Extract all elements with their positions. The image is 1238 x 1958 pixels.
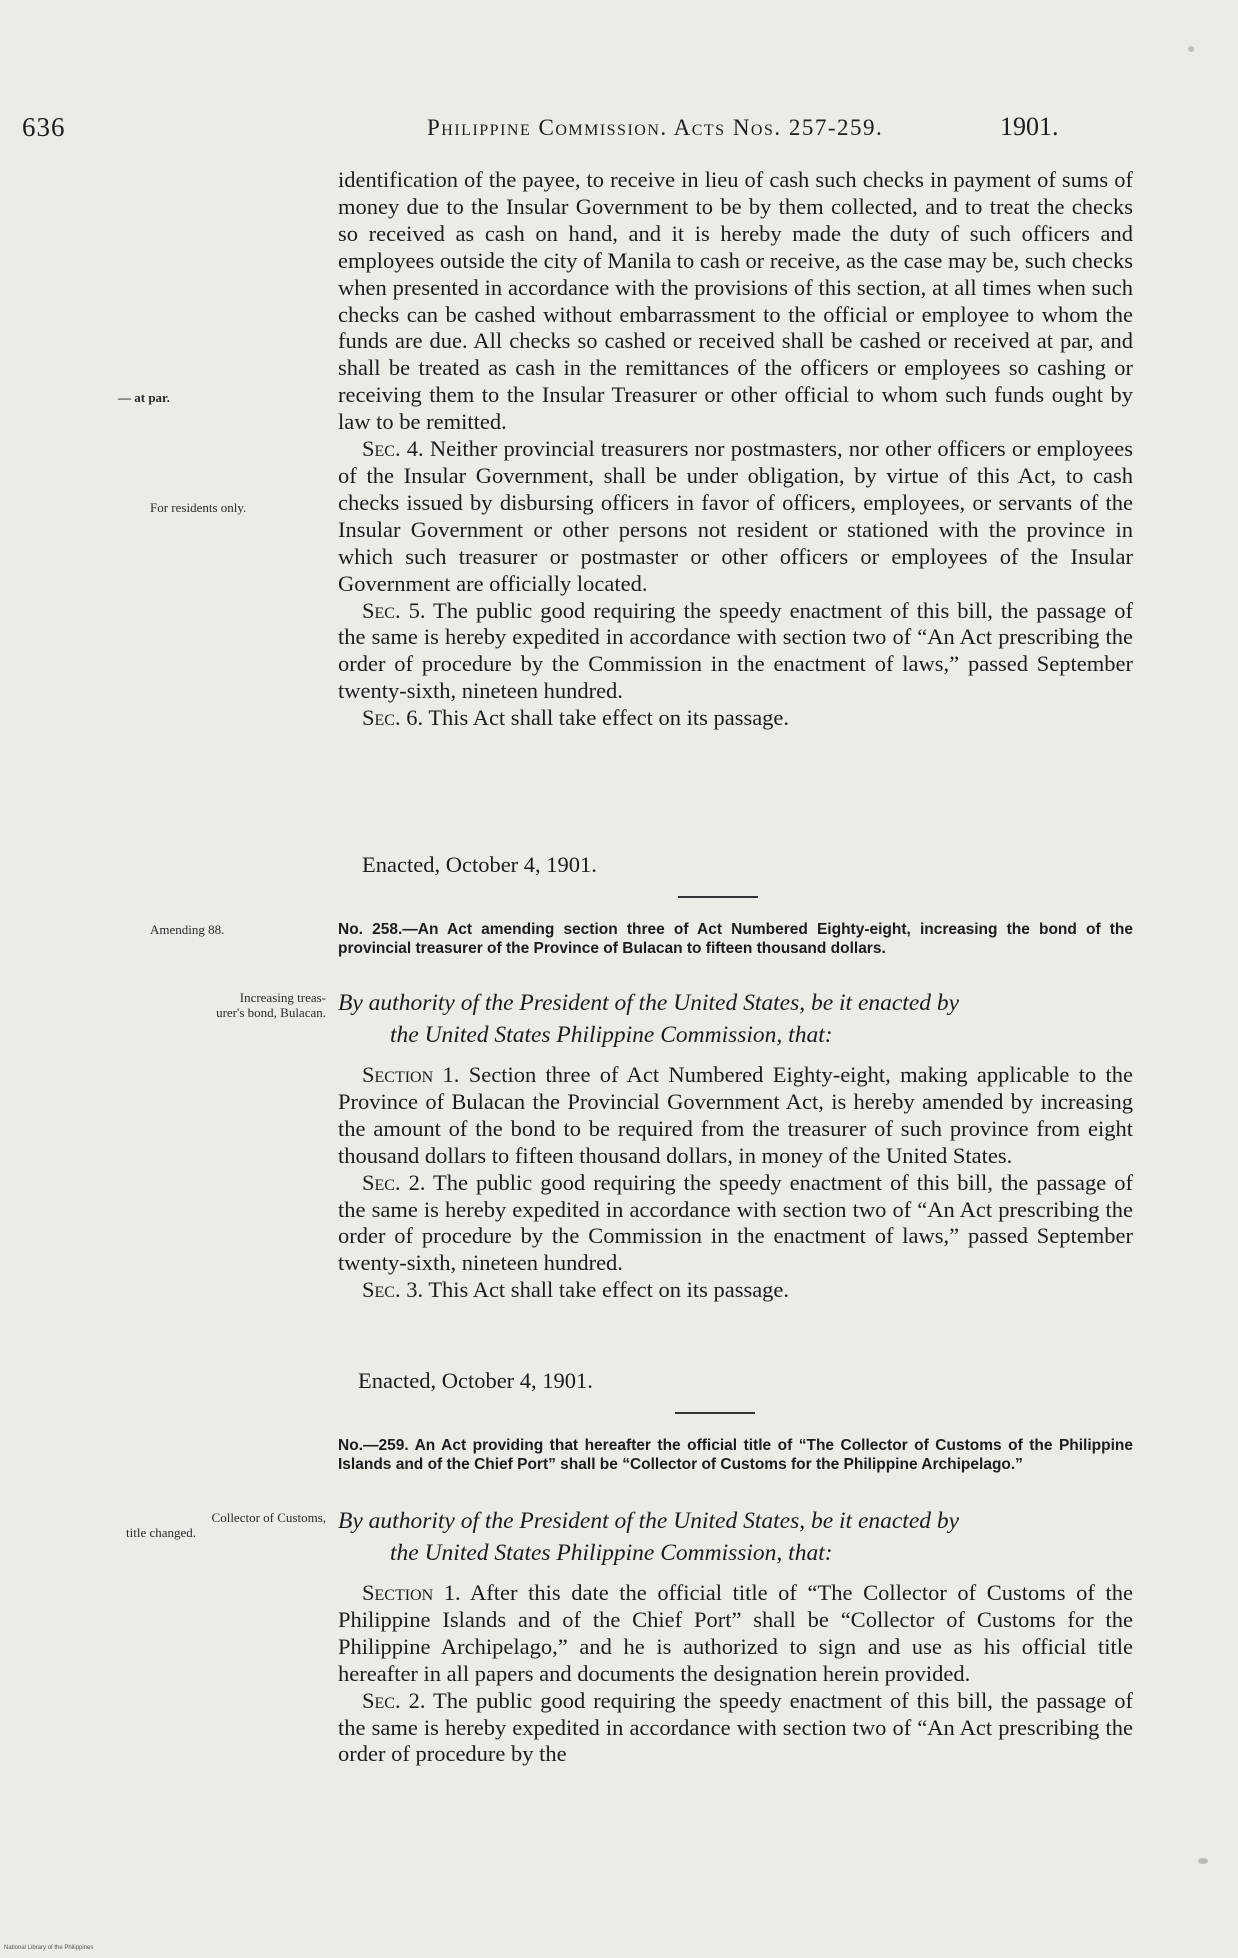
act-259-authority-line2: the United States Philippine Commission, that: — [390, 1540, 833, 1566]
act-259-title: An Act providing that hereafter the official title of “The Collector of Customs of the Philippine Islands and of the Chief Port” shall be “Collector of Customs for the Philippine Archipelago.” — [338, 1437, 1134, 1473]
act-259-number: No.—259. — [338, 1437, 409, 1454]
scan-speck — [1188, 46, 1194, 52]
margin-note-increasing-line1: Increasing treas- — [239, 990, 326, 1005]
act-258-sec-3-text: This Act shall take effect on its passage. — [428, 1277, 790, 1303]
page-header — [22, 112, 1062, 148]
act-259-sec-2-text: The public good requiring the speedy enactment of this bill, the passage of the same is hereby expedited in accordance with section two of “An Act prescribing the order of procedure by the — [338, 1687, 1133, 1767]
margin-note-collector — [126, 1510, 326, 1540]
act-258-sec-2 — [338, 1170, 1133, 1278]
act-258-heading — [338, 920, 1133, 958]
act-257-sec-4-text: Neither provincial treasurers nor postmasters, nor other officers or employees of the Insular Government, shall be under obligation, by virtue of this Act, to cash checks issued by disbursing officers in favor of officers, employees, or servants of the Insular Government or other persons not resident or stationed with the province in which such treasurer or postmaster or other officers or employees of the Insular Government are officially located. — [338, 436, 1133, 596]
act-257-sec-6-text: This Act shall take effect on its passage. — [428, 705, 790, 731]
scan-source-note: National Library of the Philippines — [4, 1945, 94, 1951]
act-257-sec-5-text: The public good requiring the speedy enactment of this bill, the passage of the same is hereby expedited in accordance with section two of “An Act prescribing the order of procedure by the Commission in the enactment of laws,” passed September twenty-sixth, nineteen hundred. — [338, 597, 1133, 704]
act-258-sec-2-label: Sec. 2. — [362, 1169, 426, 1195]
running-title: Philippine Commission. Acts Nos. 257-259. — [427, 115, 884, 140]
act-259-sec-1-label: Section 1. — [362, 1580, 461, 1605]
act-257-text — [338, 167, 1133, 732]
act-257-sec-5 — [338, 598, 1133, 706]
act-258-sec-1 — [338, 1062, 1133, 1170]
act-258-number: No. 258. — [338, 921, 403, 938]
margin-note-amending: Amending 88. — [150, 922, 225, 937]
act-258-title: —An Act amending section three of Act Numbered Eighty-eight, increasing the bond of the provincial treasurer of the Province of Bulacan to fifteen thousand dollars. — [338, 921, 1134, 957]
act-258-sec-3 — [338, 1277, 1133, 1304]
margin-note-collector-line1: Collector of Customs, — [211, 1510, 326, 1525]
margin-note-residents-only: For residents only. — [150, 500, 247, 515]
act-259-sec-2 — [338, 1688, 1133, 1769]
act-259-text — [338, 1580, 1133, 1768]
act-257-sec-6 — [338, 705, 1133, 732]
act-258-sec-3-label: Sec. 3. — [362, 1277, 424, 1303]
act-259-sec-1 — [338, 1580, 1133, 1688]
scan-speck — [1198, 1858, 1208, 1864]
margin-note-increasing-line2: urer's bond, Bulacan. — [216, 1005, 326, 1020]
act-258-text — [338, 1062, 1133, 1304]
running-year: 1901. — [1000, 112, 1059, 141]
act-258-sec-1-label: Section 1. — [362, 1062, 460, 1087]
act-257-enacted: Enacted, October 4, 1901. — [362, 852, 597, 877]
section-divider — [678, 896, 758, 898]
section-divider — [675, 1412, 755, 1414]
act-258-sec-2-text: The public good requiring the speedy enactment of this bill, the passage of the same is hereby expedited in accordance with section two of “An Act prescribing the order of procedure by the Commission in the enactment of laws,” passed September twenty-sixth, nineteen hundred. — [338, 1169, 1133, 1276]
act-257-sec-4 — [338, 436, 1133, 597]
act-258-sec-1-text: Section three of Act Numbered Eighty-eight, making applicable to the Province of Bulacan the Provincial Government Act, is hereby amended by increasing the amount of the bond to be required from the treasurer of such province from eight thousand dollars to fifteen thousand dollars, in money of the United States. — [338, 1062, 1134, 1168]
margin-note-collector-line2: title changed. — [126, 1525, 197, 1540]
act-259-heading — [338, 1436, 1133, 1474]
act-259-sec-2-label: Sec. 2. — [362, 1687, 426, 1713]
page-number: 636 — [22, 112, 66, 142]
margin-note-at-par: — at par. — [118, 390, 170, 405]
act-259-sec-1-text: After this date the official title of “The Collector of Customs of the Philippine Islands and of the Chief Port” shall be “Collector of Customs for the Philippine Archipelago,” and he is authorized to sign and use as his official title hereafter in all papers and documents the designation herein provided. — [338, 1580, 1134, 1686]
act-257-sec-6-label: Sec. 6. — [362, 705, 424, 731]
act-258-enacted: Enacted, October 4, 1901. — [358, 1368, 593, 1393]
act-257-sec-4-label: Sec. 4. — [362, 436, 424, 462]
act-258-authority-line1: By authority of the President of the United States, be it enacted by — [338, 990, 960, 1016]
act-258-authority-line2: the United States Philippine Commission, that: — [390, 1022, 833, 1048]
act-257-sec-5-label: Sec. 5. — [362, 597, 426, 623]
act-257-continuation: identification of the payee, to receive in lieu of cash such checks in payment of sums of money due to the Insular Government to be by them collected, and to treat the checks so received as cash on hand, and it is hereby made the duty of such officers and employees outside the city of Manila to cash or receive, as the case may be, such checks when presented in accordance with the provisions of this section, at all times when such checks can be cashed without embarrassment to the official or employee to whom the funds are due. All checks so cashed or received shall be cashed or received at par, and shall be treated as cash in the remittances of the officers or employees so cashing or receiving them to the Insular Treasurer or other official to whom such funds ought by law to be remitted. — [338, 167, 1133, 435]
margin-note-increasing — [144, 990, 326, 1020]
act-259-authority-line1: By authority of the President of the United States, be it enacted by — [338, 1508, 960, 1534]
